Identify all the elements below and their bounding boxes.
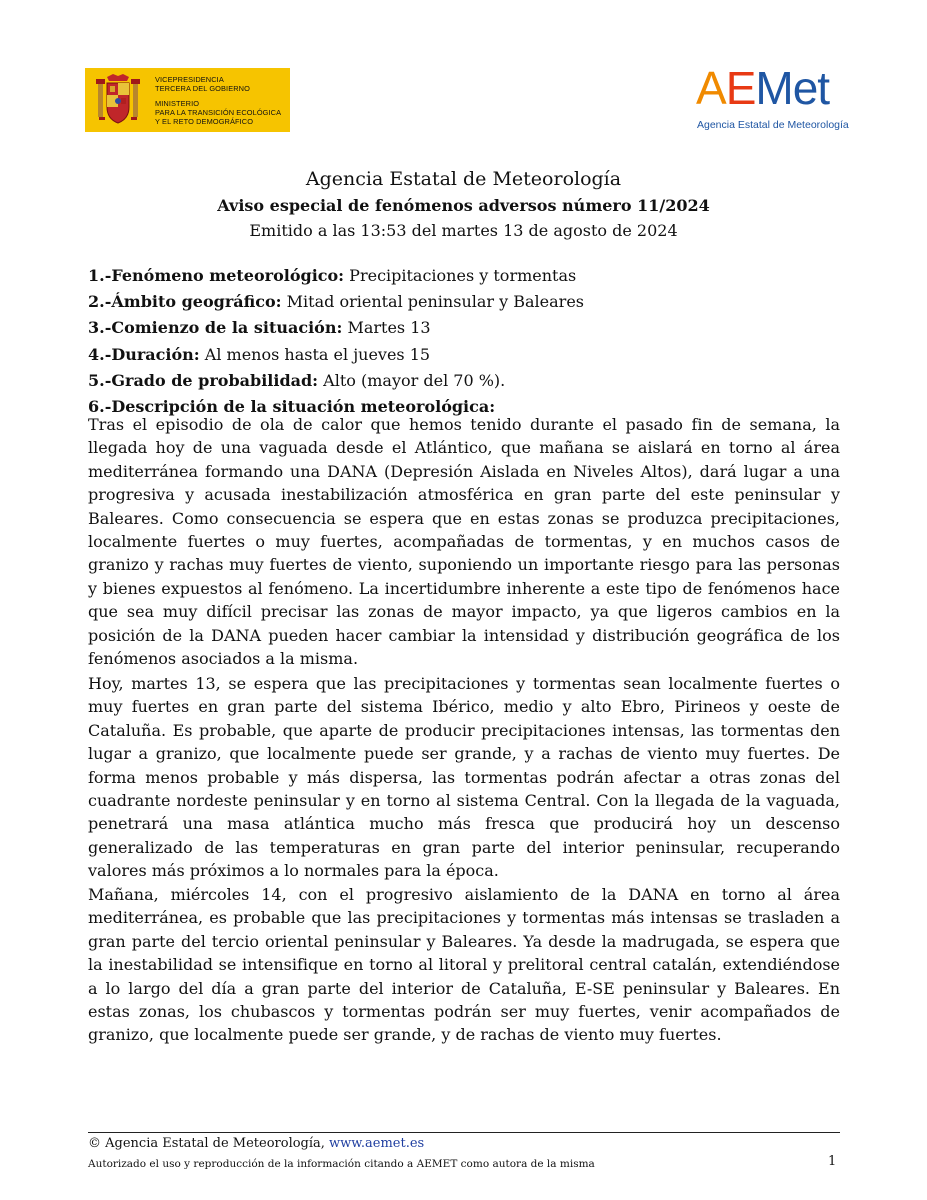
description-paragraph-3: Mañana, miércoles 14, con el progresivo aislamiento de la DANA en torno al área mediterránea, es probable que las precipitaciones y tormentas más intensas se trasladen a gran parte del tercio oriental peninsular y Baleares. Ya desde la madrugada, se espera que la inestabilidad se intensifique en torno al litoral y prelitoral central catalán, extendiéndose a lo largo del día a gran parte del interior de Cataluña, E-SE peninsular y Baleares. En estas zonas, los chubascos y tormentas podrán ser muy fuertes, venir acompañados de granizo, que localmente puede ser grande, y de rachas de viento muy fuertes. bbox=[88, 885, 840, 1045]
aemet-logo bbox=[696, 62, 849, 142]
field-probability bbox=[88, 368, 840, 394]
warning-fields bbox=[88, 263, 840, 420]
aemet-letter-a: A bbox=[696, 62, 726, 114]
copyright-text: Agencia Estatal de Meteorología, bbox=[101, 1136, 330, 1151]
field-label: 6.-Descripción de la situación meteorológica: bbox=[88, 397, 496, 417]
ministry-line-2: TERCERA DEL GOBIERNO bbox=[155, 83, 250, 93]
document-subtitle: Aviso especial de fenómenos adversos número 11/2024 bbox=[217, 196, 710, 215]
aemet-logo-subtitle: Agencia Estatal de Meteorología bbox=[697, 119, 849, 131]
field-duration bbox=[88, 342, 840, 368]
field-label: 3.-Comienzo de la situación: bbox=[88, 318, 343, 338]
document-title: Agencia Estatal de Meteorología bbox=[305, 168, 622, 190]
description-paragraph-1: Tras el episodio de ola de calor que hemos tenido durante el pasado fin de semana, la llegada hoy de una vaguada desde el Atlántico, que mañana se aislará en torno al área mediterránea formando una DANA (Depresión Aislada en Niveles Altos), dará lugar a una progresiva y acusada inestabilización atmosférica en gran parte del este peninsular y Baleares. Como consecuencia se espera que en estas zonas se produzca precipitaciones, localmente fuertes o muy fuertes, acompañadas de tormentas, y en muchos casos de granizo y rachas muy fuertes de viento, suponiendo un importante riesgo para las personas y bienes expuestos al fenómeno. La incertidumbre inherente a este tipo de fenómenos hace que sea muy difícil precisar las zonas de mayor impacto, ya que ligeros cambios en la posición de la DANA pueden hacer cambiar la intensidad y distribución geográfica de los fenómenos asociados a la misma. bbox=[88, 415, 840, 669]
aemet-letter-e: E bbox=[725, 62, 756, 114]
field-start bbox=[88, 315, 840, 341]
field-label: 2.-Ámbito geográfico: bbox=[88, 292, 282, 312]
ministry-line-4: PARA LA TRANSICIÓN ECOLÓGICA bbox=[155, 107, 282, 117]
footer-copyright bbox=[88, 1136, 424, 1151]
field-value: Al menos hasta el jueves 15 bbox=[199, 344, 431, 364]
field-value: Mitad oriental peninsular y Baleares bbox=[281, 292, 585, 312]
field-geographic-scope bbox=[88, 289, 840, 315]
aemet-letters-met: Met bbox=[755, 62, 830, 114]
field-label: 1.-Fenómeno meteorológico: bbox=[88, 266, 345, 285]
ministry-line-3: MINISTERIO bbox=[155, 98, 200, 108]
footer-divider bbox=[88, 1132, 840, 1133]
footer-usage-notice: Autorizado el uso y reproducción de la información citando a AEMET como autora de la misma bbox=[88, 1158, 595, 1170]
copyright-icon: © bbox=[88, 1136, 101, 1151]
field-value: Alto (mayor del 70 %). bbox=[318, 370, 506, 390]
ministry-name bbox=[155, 75, 281, 126]
field-label: 4.-Duración: bbox=[88, 344, 200, 364]
field-value: Martes 13 bbox=[342, 318, 431, 338]
coat-of-arms-icon bbox=[95, 73, 141, 127]
description-paragraph-2: Hoy, martes 13, se espera que las precipitaciones y tormentas sean localmente fuertes o muy fuertes en gran parte del sistema Ibérico, medio y alto Ebro, Pirineos y oeste de Cataluña. Es probable, que aparte de producir precipitaciones intensas, las tormentas den lugar a granizo, que localmente puede ser grande, y a rachas de viento muy fuertes. De forma menos probable y más dispersa, las tormentas podrán afectar a otras zonas del cuadrante nordeste peninsular y en torno al sistema Central. Con la llegada de la vaguada, penetrará una masa atlántica mucho más fresca que producirá hoy un descenso generalizado de las temperaturas en gran parte del interior peninsular, recuperando valores más próximos a lo normales para la época. bbox=[88, 674, 840, 881]
ministry-line-1: VICEPRESIDENCIA bbox=[155, 74, 224, 84]
field-value: Precipitaciones y tormentas bbox=[344, 266, 577, 285]
field-phenomenon bbox=[88, 263, 840, 289]
ministry-line-5: Y EL RETO DEMOGRÁFICO bbox=[155, 116, 254, 126]
page-number: 1 bbox=[828, 1154, 837, 1169]
ministry-logo bbox=[85, 68, 290, 132]
aemet-wordmark bbox=[696, 62, 829, 114]
issue-date: Emitido a las 13:53 del martes 13 de agosto de 2024 bbox=[249, 221, 678, 240]
aemet-website-link[interactable]: www.aemet.es bbox=[329, 1136, 425, 1151]
field-label: 5.-Grado de probabilidad: bbox=[88, 370, 319, 390]
